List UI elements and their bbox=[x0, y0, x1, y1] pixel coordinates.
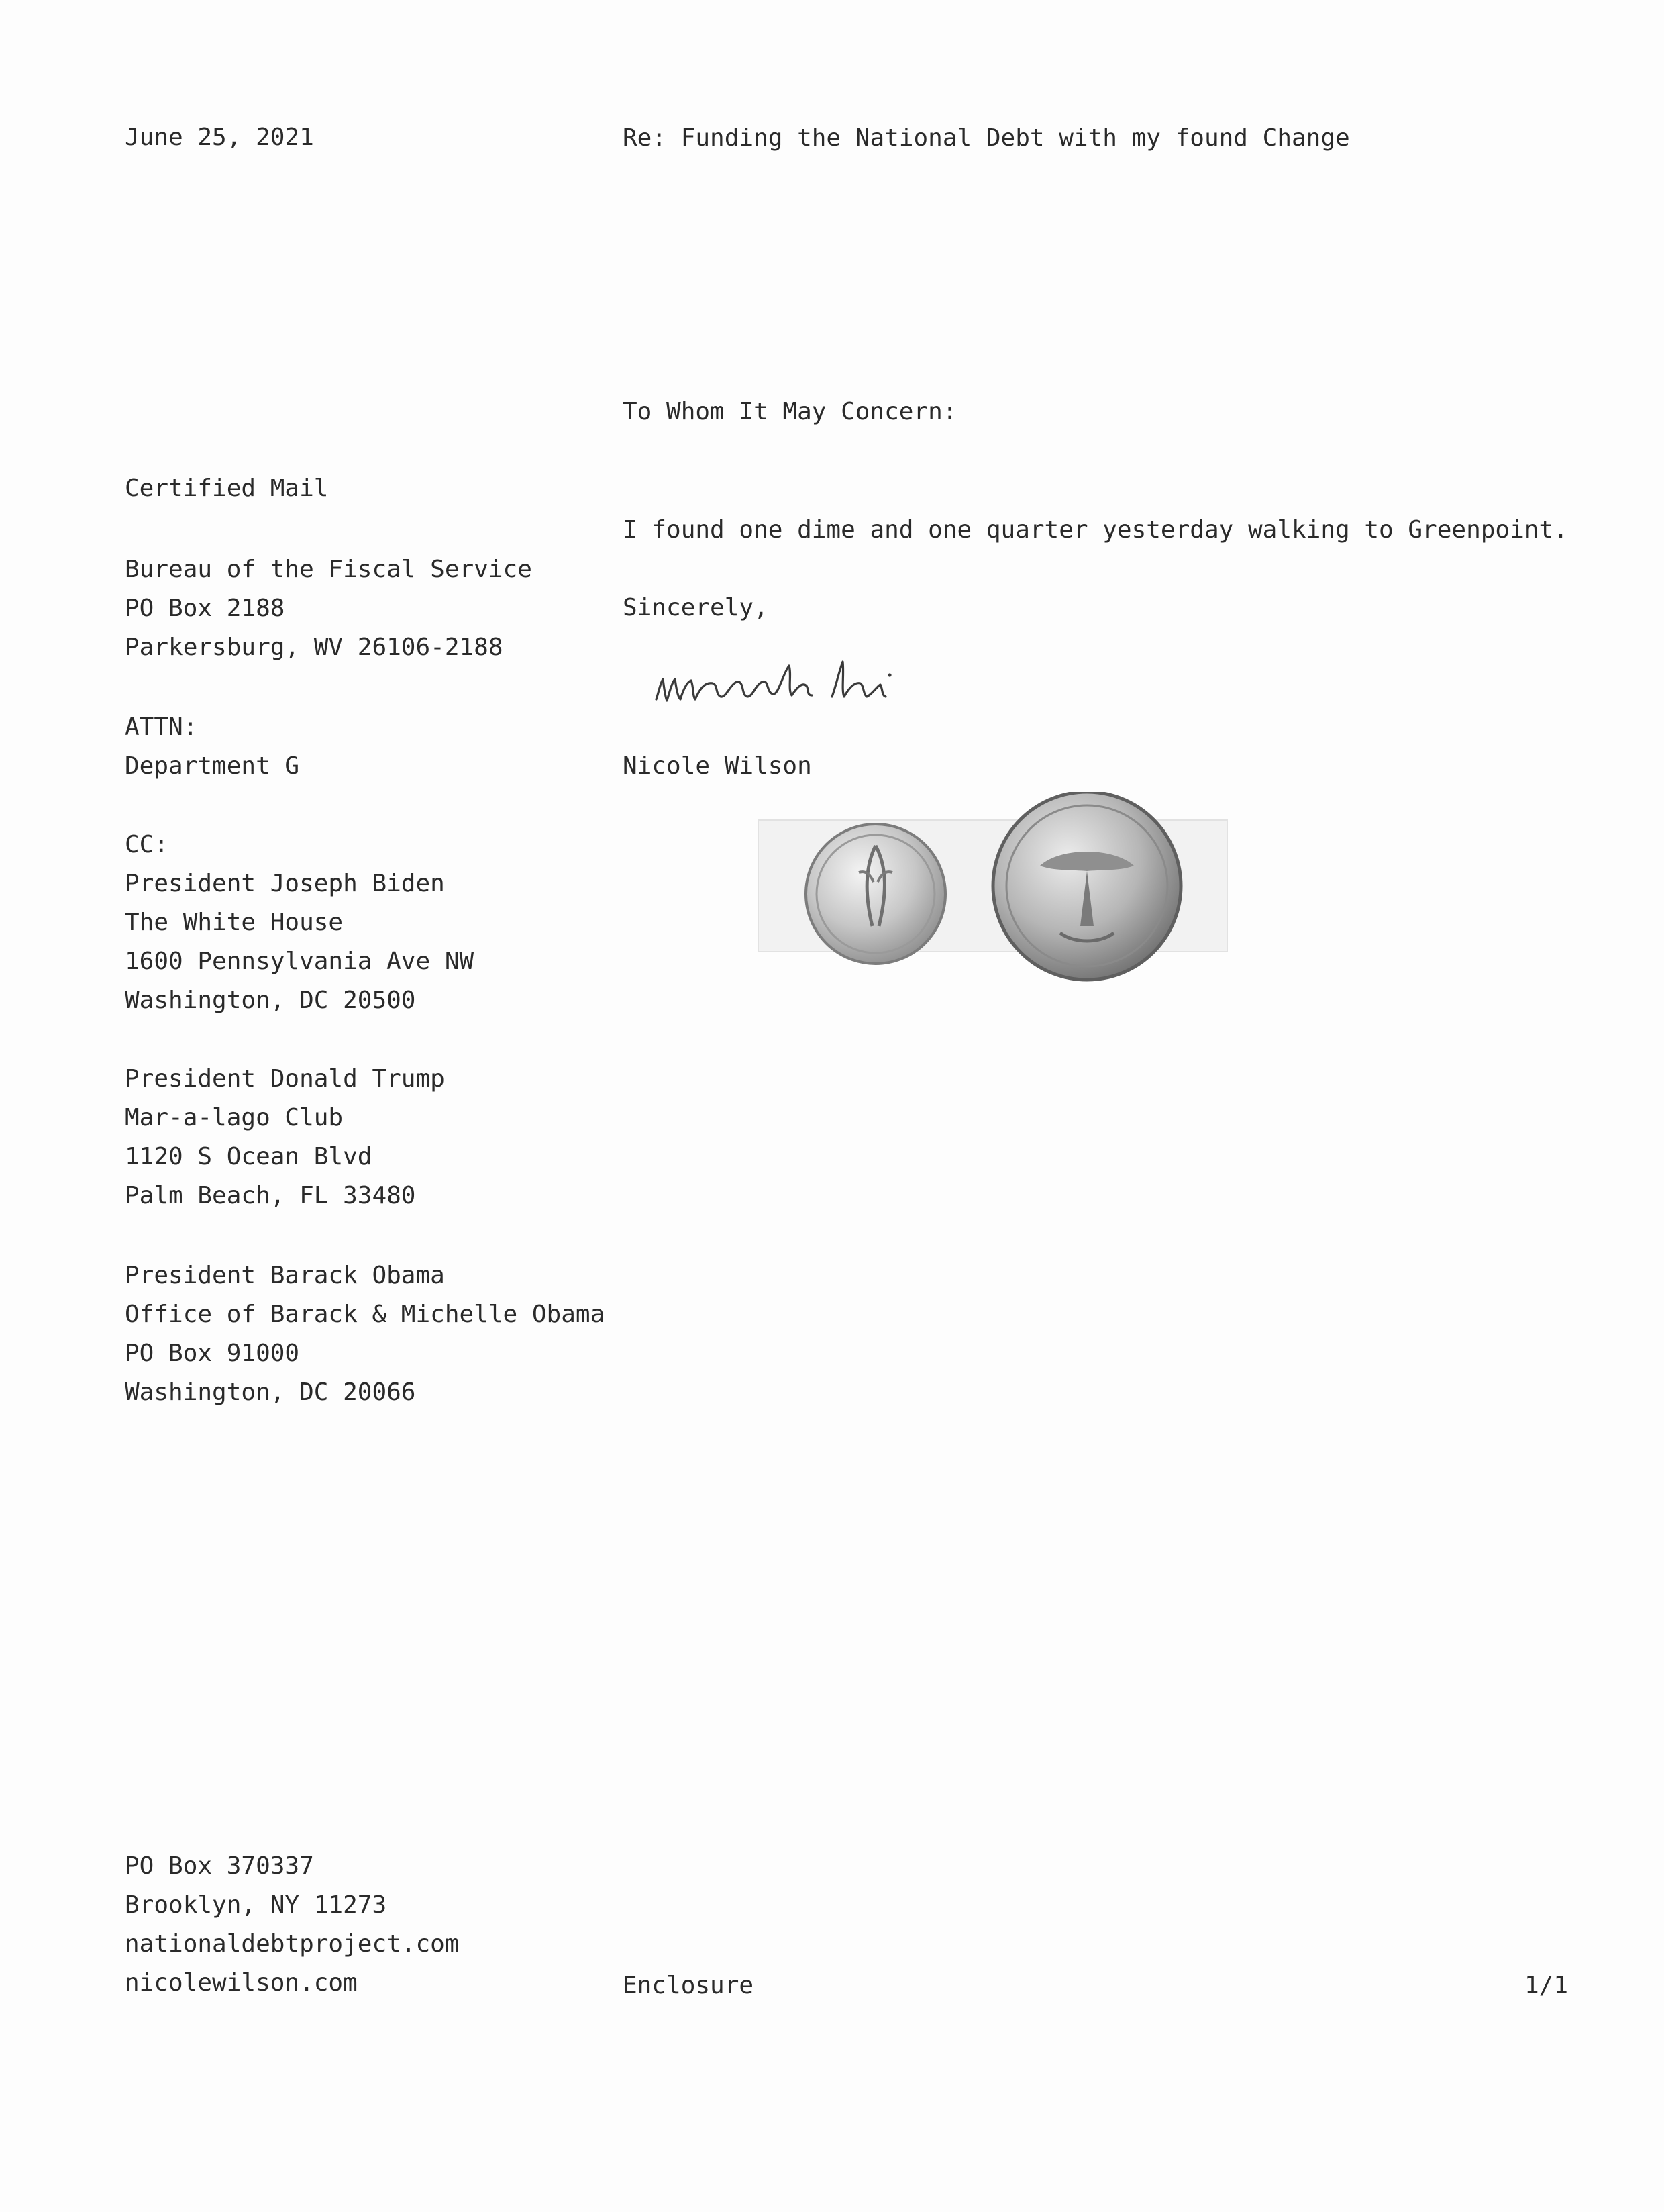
cc-name: President Joseph Biden bbox=[125, 870, 445, 897]
contact-line2: Brooklyn, NY 11273 bbox=[125, 1891, 387, 1919]
cc-block-trump bbox=[125, 1060, 445, 1215]
attn-value: Department G bbox=[125, 752, 300, 780]
cc-line2: 1600 Pennsylvania Ave NW bbox=[125, 948, 474, 975]
signature-image bbox=[651, 652, 973, 719]
cc-line2: 1120 S Ocean Blvd bbox=[125, 1143, 372, 1170]
cc-name: President Donald Trump bbox=[125, 1065, 445, 1093]
cc-block-biden bbox=[125, 825, 474, 1020]
cc-line3: Washington, DC 20066 bbox=[125, 1378, 416, 1406]
contact-line1: PO Box 370337 bbox=[125, 1852, 314, 1880]
cc-line1: Mar-a-lago Club bbox=[125, 1104, 344, 1132]
cc-block-obama bbox=[125, 1256, 605, 1412]
sender-name: Nicole Wilson bbox=[623, 752, 812, 780]
letter-date: June 25, 2021 bbox=[125, 123, 314, 151]
recipient-name: Bureau of the Fiscal Service bbox=[125, 556, 532, 583]
quarter-coin bbox=[993, 792, 1181, 980]
page-number: 1/1 bbox=[1524, 1972, 1569, 1999]
closing: Sincerely, bbox=[623, 594, 768, 621]
letter-subject: Re: Funding the National Debt with my found Change bbox=[623, 124, 1350, 152]
cc-line3: Palm Beach, FL 33480 bbox=[125, 1182, 416, 1209]
cc-line2: PO Box 91000 bbox=[125, 1340, 300, 1367]
cc-line3: Washington, DC 20500 bbox=[125, 987, 416, 1014]
cc-line1: The White House bbox=[125, 909, 344, 936]
cc-line1: Office of Barack & Michelle Obama bbox=[125, 1301, 605, 1328]
dime-coin bbox=[806, 824, 945, 964]
cc-name: President Barack Obama bbox=[125, 1262, 445, 1289]
cc-label: CC: bbox=[125, 831, 169, 858]
enclosed-coins-image bbox=[745, 792, 1228, 993]
sender-contact bbox=[125, 1847, 460, 2003]
website-link[interactable]: nicolewilson.com bbox=[125, 1969, 358, 1997]
attn-label: ATTN: bbox=[125, 713, 198, 741]
recipient-address bbox=[125, 550, 532, 667]
recipient-line2: Parkersburg, WV 26106-2188 bbox=[125, 634, 503, 661]
enclosure-label: Enclosure bbox=[623, 1972, 754, 1999]
mailing-method: Certified Mail bbox=[125, 474, 329, 502]
salutation: To Whom It May Concern: bbox=[623, 398, 957, 425]
attn-block bbox=[125, 708, 299, 786]
letter-body: I found one dime and one quarter yesterday walking to Greenpoint. bbox=[623, 516, 1568, 544]
website-link[interactable]: nationaldebtproject.com bbox=[125, 1930, 460, 1958]
recipient-line1: PO Box 2188 bbox=[125, 595, 285, 622]
